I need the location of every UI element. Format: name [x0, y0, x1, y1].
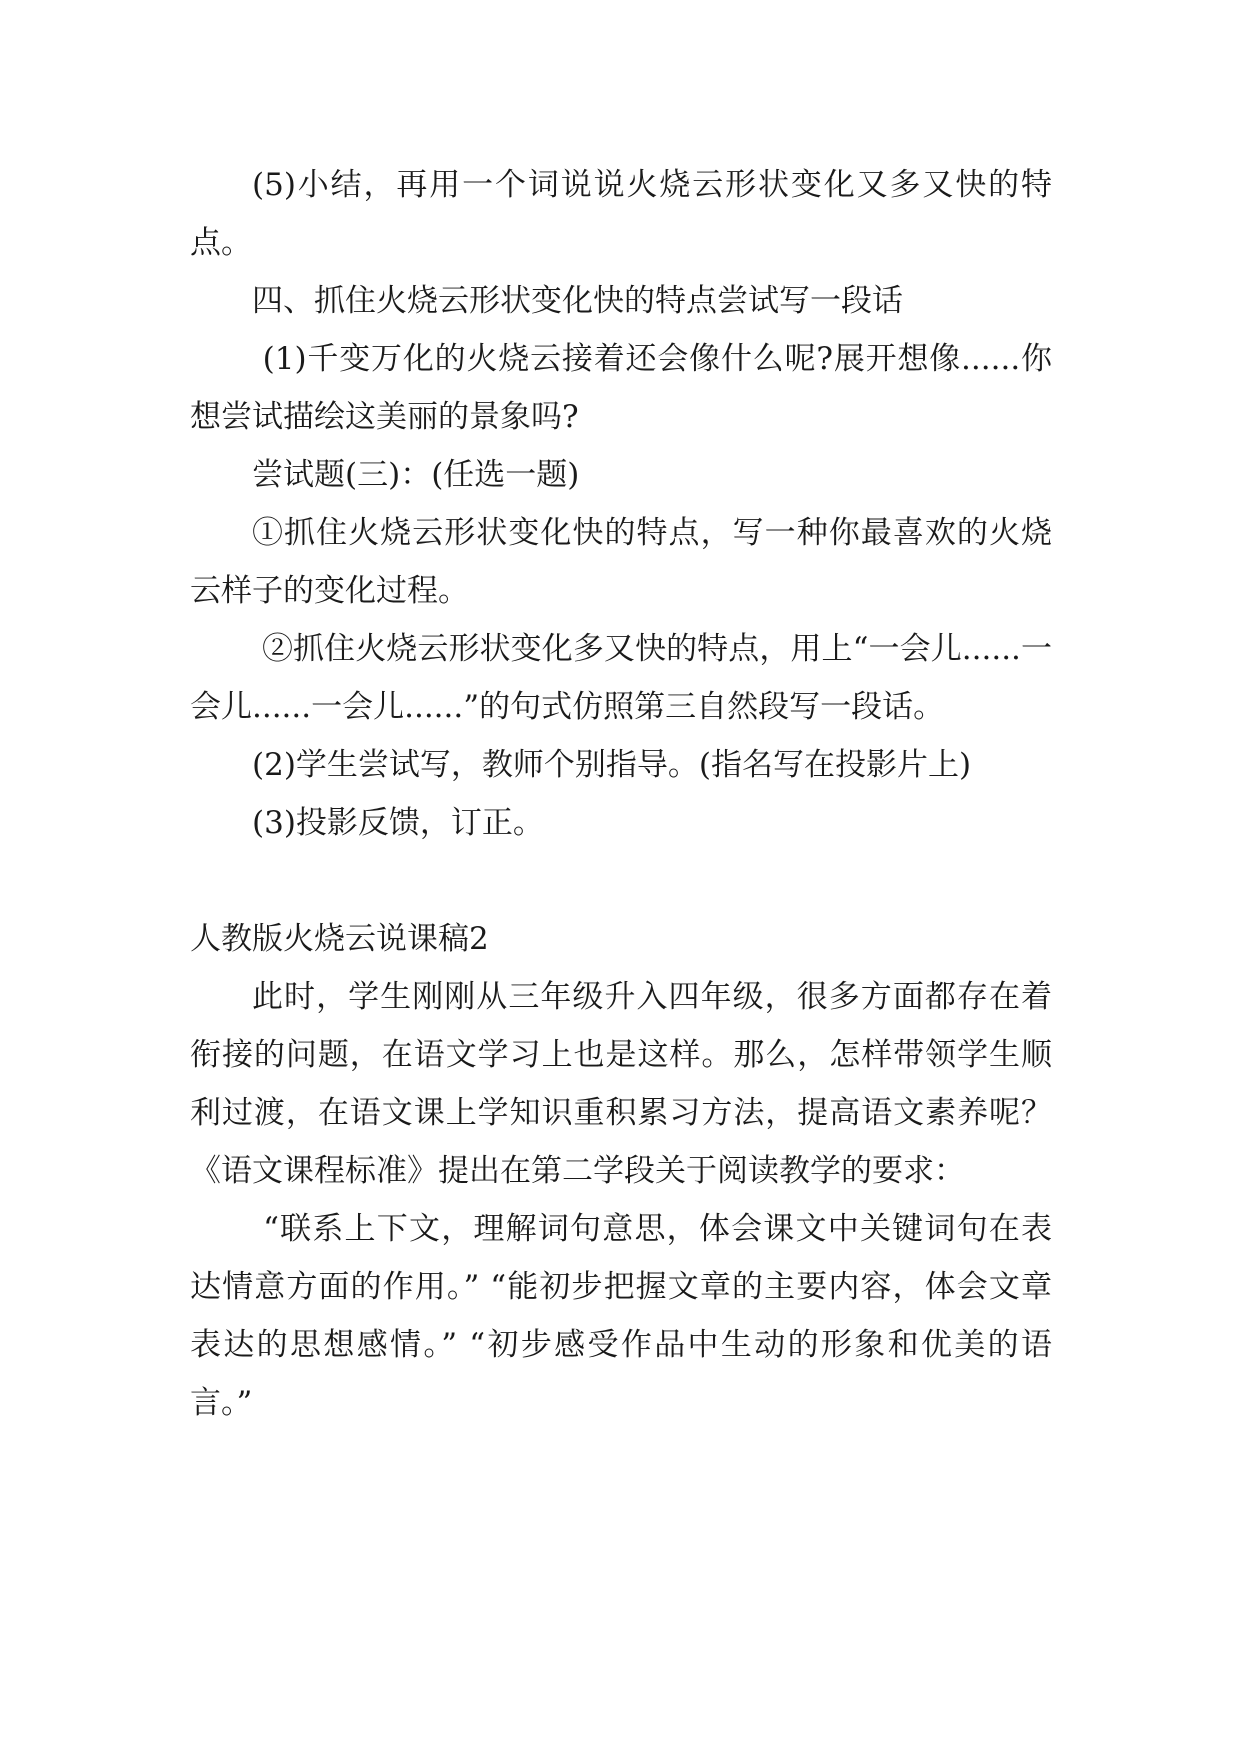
paragraph-try-question: 尝试题(三)：(任选一题) — [252, 457, 580, 493]
paragraph-option-one: ①抓住火烧云形状变化快的特点，写一种你最喜欢的火烧云样子的变化过程。 — [190, 515, 1052, 609]
paragraph-option-two: ②抓住火烧云形状变化多又快的特点，用上“一会儿......一会儿......一会儿......”的句式仿照第三自然段写一段话。 — [190, 631, 1052, 725]
paragraph-imagine: (1)千变万化的火烧云接着还会像什么呢?展开想像......你想尝试描绘这美丽的景象吗? — [190, 341, 1052, 435]
paragraph-intro: 此时，学生刚刚从三年级升入四年级，很多方面都存在着衔接的问题，在语文学习上也是这样。那么，怎样带领学生顺利过渡，在语文课上学知识重积累习方法，提高语文素养呢？《语文课程标准》提出在第二学段关于阅读教学的要求： — [190, 979, 1052, 1189]
paragraph-feedback: (3)投影反馈，订正。 — [252, 805, 544, 841]
paragraph-standard-quotes: “联系上下文，理解词句意思，体会课文中关键词句在表达情意方面的作用。” “能初步把握文章的主要内容，体会文章表达的思想感情。” “初步感受作品中生动的形象和优美的语言。” — [190, 1211, 1052, 1421]
paragraph-student-writing: (2)学生尝试写，教师个别指导。(指名写在投影片上) — [252, 747, 972, 783]
section-title: 人教版火烧云说课稿2 — [190, 921, 489, 957]
paragraph-step-four-heading: 四、抓住火烧云形状变化快的特点尝试写一段话 — [252, 283, 903, 319]
document-body — [190, 156, 1052, 1432]
paragraph-summary: (5)小结，再用一个词说说火烧云形状变化又多又快的特点。 — [190, 167, 1052, 261]
